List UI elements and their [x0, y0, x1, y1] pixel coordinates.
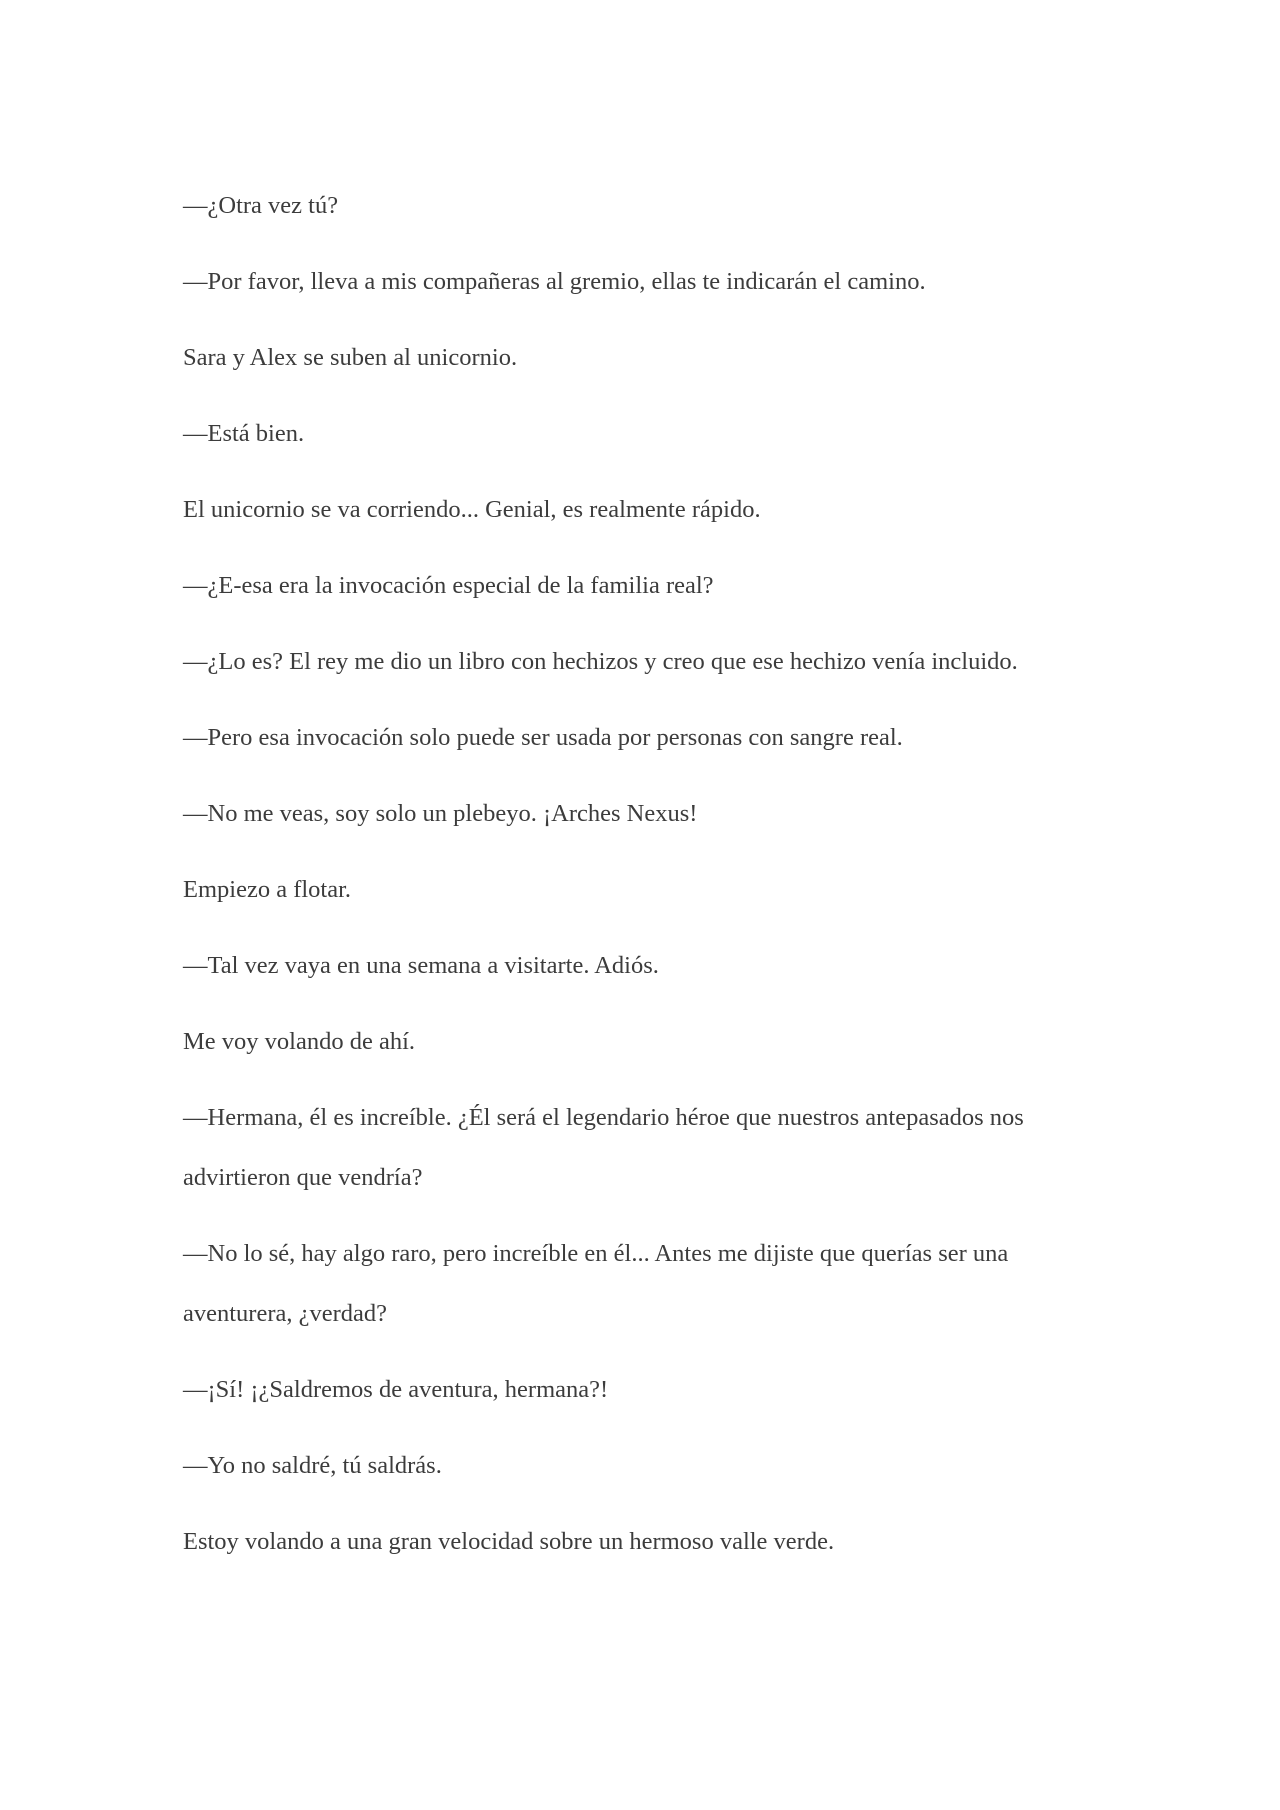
- paragraph: —¿E-esa era la invocación especial de la familia real?: [183, 572, 714, 599]
- paragraph: —Tal vez vaya en una semana a visitarte. Adiós.: [183, 952, 659, 979]
- paragraph: —Por favor, lleva a mis compañeras al gremio, ellas te indicarán el camino.: [183, 268, 926, 295]
- paragraph: —Hermana, él es increíble. ¿Él será el legendario héroe que nuestros antepasados nos advirtieron que vendría?: [183, 1104, 1024, 1191]
- paragraph: Sara y Alex se suben al unicornio.: [183, 344, 518, 371]
- paragraph: Estoy volando a una gran velocidad sobre un hermoso valle verde.: [183, 1528, 835, 1555]
- paragraph: —No lo sé, hay algo raro, pero increíble en él... Antes me dijiste que querías ser una aventurera, ¿verdad?: [183, 1240, 1009, 1327]
- paragraph: —Yo no saldré, tú saldrás.: [183, 1452, 442, 1479]
- paragraph: Me voy volando de ahí.: [183, 1028, 416, 1055]
- paragraph: —Está bien.: [183, 420, 305, 447]
- paragraph: —¡Sí! ¡¿Saldremos de aventura, hermana?!: [183, 1376, 609, 1403]
- paragraph: —¿Otra vez tú?: [183, 192, 339, 219]
- paragraph: —¿Lo es? El rey me dio un libro con hechizos y creo que ese hechizo venía incluido.: [183, 648, 1018, 675]
- paragraph: Empiezo a flotar.: [183, 876, 352, 903]
- paragraph: —Pero esa invocación solo puede ser usada por personas con sangre real.: [183, 724, 903, 751]
- paragraph: El unicornio se va corriendo... Genial, es realmente rápido.: [183, 496, 761, 523]
- paragraph: —No me veas, soy solo un plebeyo. ¡Arches Nexus!: [183, 800, 698, 827]
- document-body: [183, 176, 1095, 1588]
